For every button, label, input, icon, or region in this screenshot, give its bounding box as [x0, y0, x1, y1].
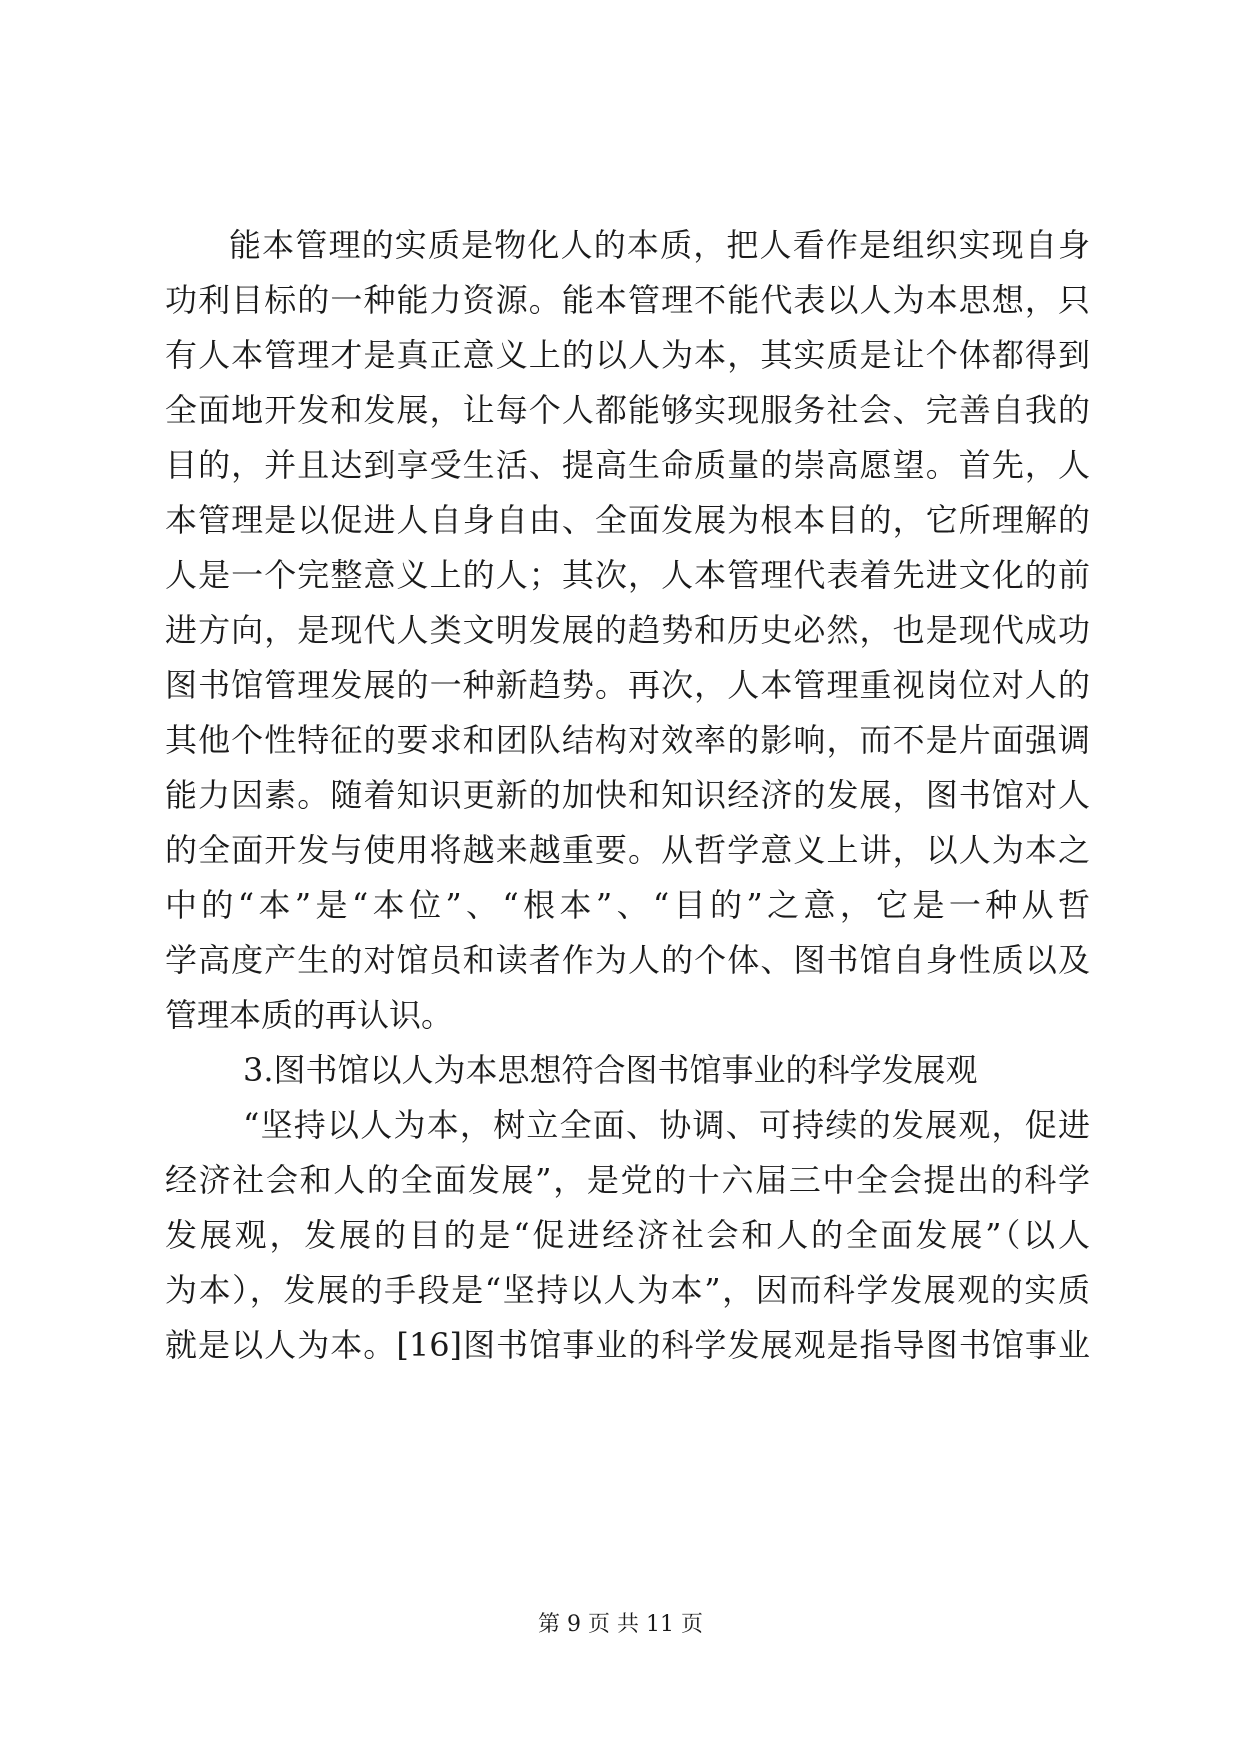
text-line: 发展观，发展的目的是“促进经济社会和人的全面发展”（以人 — [165, 1216, 1090, 1254]
text-line: 全面地开发和发展，让每个人都能够实现服务社会、完善自我的 — [165, 391, 1090, 429]
text-line: “坚持以人为本，树立全面、协调、可持续的发展观，促进 — [243, 1106, 1090, 1144]
text-line: 学高度产生的对馆员和读者作为人的个体、图书馆自身性质以及 — [165, 941, 1090, 979]
text-line: 目的，并且达到享受生活、提高生命质量的崇高愿望。首先，人 — [165, 446, 1090, 484]
text-line: 进方向，是现代人类文明发展的趋势和历史必然，也是现代成功 — [165, 611, 1090, 649]
text-line: 人是一个完整意义上的人；其次，人本管理代表着先进文化的前 — [165, 556, 1090, 594]
text-line: 有人本管理才是真正意义上的以人为本，其实质是让个体都得到 — [165, 336, 1090, 374]
text-line: 为本），发展的手段是“坚持以人为本”，因而科学发展观的实质 — [165, 1271, 1090, 1309]
text-line: 中的“本”是“本位”、“根本”、“目的”之意，它是一种从哲 — [165, 886, 1090, 924]
section-heading: 3.图书馆以人为本思想符合图书馆事业的科学发展观 — [243, 1051, 978, 1089]
text-line: 就是以人为本。[16]图书馆事业的科学发展观是指导图书馆事业 — [165, 1326, 1090, 1364]
text-line: 能本管理的实质是物化人的本质，把人看作是组织实现自身 — [229, 226, 1090, 264]
text-line: 图书馆管理发展的一种新趋势。再次，人本管理重视岗位对人的 — [165, 666, 1090, 704]
text-line: 的全面开发与使用将越来越重要。从哲学意义上讲，以人为本之 — [165, 831, 1090, 869]
text-line: 其他个性特征的要求和团队结构对效率的影响，而不是片面强调 — [165, 721, 1090, 759]
text-line: 管理本质的再认识。 — [165, 996, 454, 1034]
page-number-footer: 第 9 页 共 11 页 — [538, 1612, 703, 1637]
text-line: 功利目标的一种能力资源。能本管理不能代表以人为本思想，只 — [165, 281, 1090, 319]
text-line: 能力因素。随着知识更新的加快和知识经济的发展，图书馆对人 — [165, 776, 1090, 814]
text-line: 经济社会和人的全面发展”，是党的十六届三中全会提出的科学 — [165, 1161, 1090, 1199]
text-line: 本管理是以促进人自身自由、全面发展为根本目的，它所理解的 — [165, 501, 1090, 539]
